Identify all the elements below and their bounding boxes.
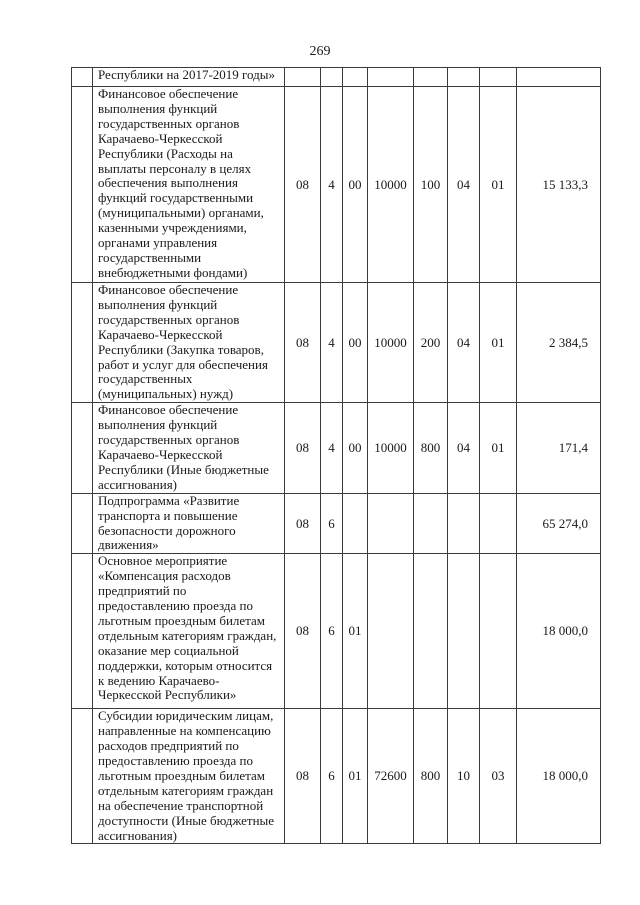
code-cell-c6: 10 — [448, 709, 480, 844]
code-cell-c1: 08 — [285, 493, 321, 554]
item-name-cell: Подпрограмма «Развитие транспорта и повышение безопасности дорожного движения» — [93, 493, 285, 554]
amount-cell: 2 384,5 — [517, 283, 601, 403]
code-cell-c7: 01 — [480, 403, 517, 493]
code-cell-c4: 10000 — [368, 87, 414, 283]
code-cell-c1: 08 — [285, 554, 321, 709]
code-cell-c3 — [343, 493, 368, 554]
budget-table — [71, 67, 601, 844]
code-cell-c4 — [368, 68, 414, 87]
code-cell-c3: 01 — [343, 554, 368, 709]
code-cell-c1: 08 — [285, 709, 321, 844]
item-name-cell: Основное мероприятие «Компенсация расходов предприятий по предоставлению проезда по льготным проездным билетам отдельным категориям граждан, оказание мер социальной поддержки, которым относится к ведению Карачаево-Черкесской Республики» — [93, 554, 285, 709]
code-cell-c1: 08 — [285, 403, 321, 493]
amount-cell: 18 000,0 — [517, 709, 601, 844]
item-name-cell: Республики на 2017-2019 годы» — [93, 68, 285, 87]
code-cell-c5 — [414, 493, 448, 554]
code-cell-c5: 200 — [414, 283, 448, 403]
code-cell-c3: 00 — [343, 283, 368, 403]
code-cell-c2 — [321, 68, 343, 87]
page-number: 269 — [309, 44, 331, 59]
code-cell-c5 — [414, 554, 448, 709]
row-number-cell — [72, 554, 93, 709]
item-name-cell: Финансовое обеспечение выполнения функций государственных органов Карачаево-Черкесской Республики (Иные бюджетные ассигнования) — [93, 403, 285, 493]
table-row — [72, 554, 601, 709]
code-cell-c4 — [368, 493, 414, 554]
code-cell-c4: 72600 — [368, 709, 414, 844]
code-cell-c7: 01 — [480, 283, 517, 403]
table-row — [72, 709, 601, 844]
code-cell-c5: 800 — [414, 709, 448, 844]
code-cell-c5 — [414, 68, 448, 87]
code-cell-c7 — [480, 554, 517, 709]
table-row — [72, 68, 601, 87]
code-cell-c7 — [480, 68, 517, 87]
code-cell-c2: 6 — [321, 709, 343, 844]
table-row — [72, 403, 601, 493]
table-row — [72, 87, 601, 283]
code-cell-c3: 00 — [343, 87, 368, 283]
item-name-cell: Субсидии юридическим лицам, направленные на компенсацию расходов предприятий по предоставлению проезда по льготным проездным билетам отдельным категориям граждан на обеспечение транспортной доступности (Иные бюджетные ассигнования) — [93, 709, 285, 844]
code-cell-c6: 04 — [448, 87, 480, 283]
code-cell-c3 — [343, 68, 368, 87]
amount-cell: 15 133,3 — [517, 87, 601, 283]
code-cell-c6: 04 — [448, 283, 480, 403]
code-cell-c1: 08 — [285, 283, 321, 403]
code-cell-c1 — [285, 68, 321, 87]
code-cell-c5: 100 — [414, 87, 448, 283]
code-cell-c6 — [448, 68, 480, 87]
amount-cell: 18 000,0 — [517, 554, 601, 709]
row-number-cell — [72, 403, 93, 493]
code-cell-c7: 03 — [480, 709, 517, 844]
code-cell-c7 — [480, 493, 517, 554]
row-number-cell — [72, 283, 93, 403]
code-cell-c4 — [368, 554, 414, 709]
row-number-cell — [72, 68, 93, 87]
code-cell-c6: 04 — [448, 403, 480, 493]
row-number-cell — [72, 87, 93, 283]
code-cell-c2: 4 — [321, 283, 343, 403]
amount-cell — [517, 68, 601, 87]
code-cell-c3: 00 — [343, 403, 368, 493]
table-row — [72, 283, 601, 403]
code-cell-c6 — [448, 493, 480, 554]
row-number-cell — [72, 493, 93, 554]
code-cell-c7: 01 — [480, 87, 517, 283]
code-cell-c4: 10000 — [368, 403, 414, 493]
amount-cell: 171,4 — [517, 403, 601, 493]
code-cell-c4: 10000 — [368, 283, 414, 403]
code-cell-c2: 4 — [321, 87, 343, 283]
code-cell-c2: 6 — [321, 554, 343, 709]
item-name-cell: Финансовое обеспечение выполнения функций государственных органов Карачаево-Черкесской Республики (Закупка товаров, работ и услуг для обеспечения государственных (муниципальных) нужд) — [93, 283, 285, 403]
amount-cell: 65 274,0 — [517, 493, 601, 554]
code-cell-c2: 6 — [321, 493, 343, 554]
item-name-cell: Финансовое обеспечение выполнения функций государственных органов Карачаево-Черкесской Республики (Расходы на выплаты персоналу в целях обеспечения выполнения функций государственными (муниципальными) органами, казенными учреждениями, органами управления государственными внебюджетными фондами) — [93, 87, 285, 283]
code-cell-c5: 800 — [414, 403, 448, 493]
table-row — [72, 493, 601, 554]
code-cell-c1: 08 — [285, 87, 321, 283]
row-number-cell — [72, 709, 93, 844]
code-cell-c2: 4 — [321, 403, 343, 493]
code-cell-c6 — [448, 554, 480, 709]
code-cell-c3: 01 — [343, 709, 368, 844]
